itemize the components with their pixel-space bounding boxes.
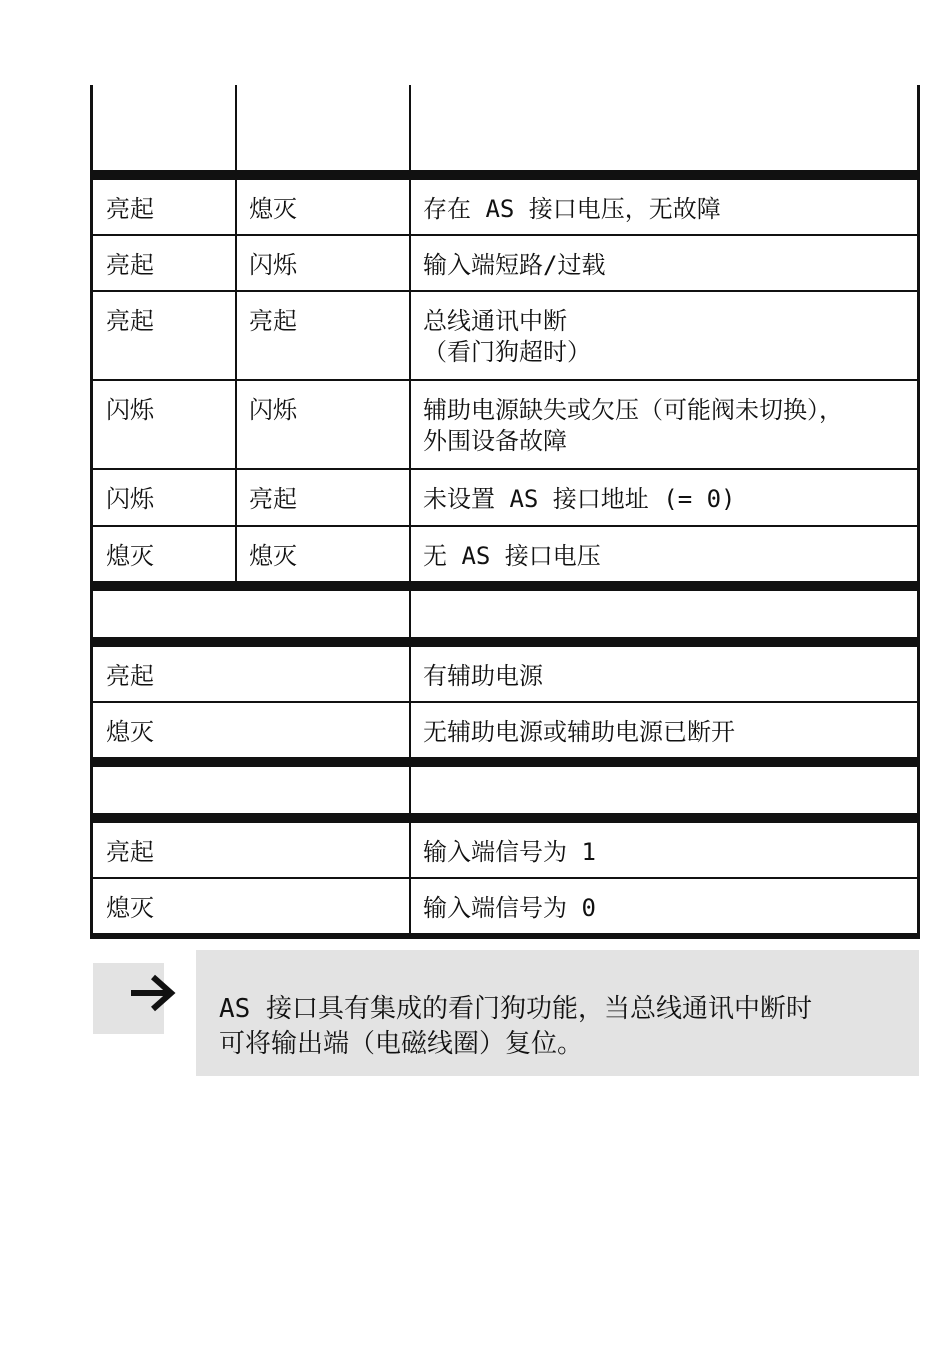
description-line: 输入端短路/过载: [423, 251, 606, 279]
description: 输入端信号为 1: [409, 823, 920, 877]
description: 无辅助电源或辅助电源已断开: [409, 703, 920, 757]
description: 有辅助电源: [409, 647, 920, 701]
description-line: 外围设备故障: [423, 427, 567, 455]
led-state: 熄灭: [90, 879, 409, 933]
arrow-right-icon: [127, 968, 177, 1018]
table-row: [90, 172, 920, 236]
table-row: [90, 292, 920, 381]
led-state: 亮起: [90, 823, 409, 877]
table-row: [90, 639, 920, 703]
table-row: [90, 236, 920, 292]
description-line: 总线通讯中断: [423, 307, 567, 335]
description: [409, 381, 920, 468]
header-cell: [90, 85, 235, 170]
led2-state: 亮起: [235, 292, 409, 379]
led-state: 亮起: [90, 647, 409, 701]
table-row: [90, 470, 920, 527]
table-row: [90, 815, 920, 879]
led1-state: 闪烁: [90, 381, 235, 468]
led1-state: 闪烁: [90, 470, 235, 525]
description: [409, 180, 920, 234]
note-line: 可将输出端（电磁线圈）复位。: [219, 1029, 584, 1059]
description-line: 存在 AS 接口电压，无故障: [423, 195, 721, 223]
led-state: 熄灭: [90, 703, 409, 757]
led2-state: 熄灭: [235, 527, 409, 581]
table-row: [90, 381, 920, 470]
header-cell: [235, 85, 409, 170]
section-header-cell: [409, 767, 920, 813]
table-row: [90, 703, 920, 759]
table-row: [90, 879, 920, 939]
section-header-cell: [90, 591, 409, 637]
description: [409, 470, 920, 525]
led2-state: 亮起: [235, 470, 409, 525]
description: [409, 527, 920, 581]
table-header-row: [90, 85, 920, 172]
description-line: 无 AS 接口电压: [423, 542, 601, 570]
section-header-cell: [90, 767, 409, 813]
led-status-table: [90, 85, 920, 939]
led1-state: 亮起: [90, 236, 235, 290]
header-cell: [409, 85, 920, 170]
led1-state: 亮起: [90, 292, 235, 379]
section-header-row: [90, 583, 920, 639]
description-line: （看门狗超时）: [423, 338, 591, 366]
led2-state: 闪烁: [235, 381, 409, 468]
led1-state: 熄灭: [90, 527, 235, 581]
note-line: AS 接口具有集成的看门狗功能，当总线通讯中断时: [219, 994, 812, 1024]
description-line: 辅助电源缺失或欠压（可能阀未切换），: [423, 396, 843, 424]
section-header-row: [90, 759, 920, 815]
note-box: [196, 950, 919, 1076]
description-line: 未设置 AS 接口地址 (= 0): [423, 485, 736, 513]
led2-state: 熄灭: [235, 180, 409, 234]
led1-state: 亮起: [90, 180, 235, 234]
led2-state: 闪烁: [235, 236, 409, 290]
section-header-cell: [409, 591, 920, 637]
description: [409, 292, 920, 379]
description: [409, 236, 920, 290]
description: 输入端信号为 0: [409, 879, 920, 933]
table-row: [90, 527, 920, 583]
